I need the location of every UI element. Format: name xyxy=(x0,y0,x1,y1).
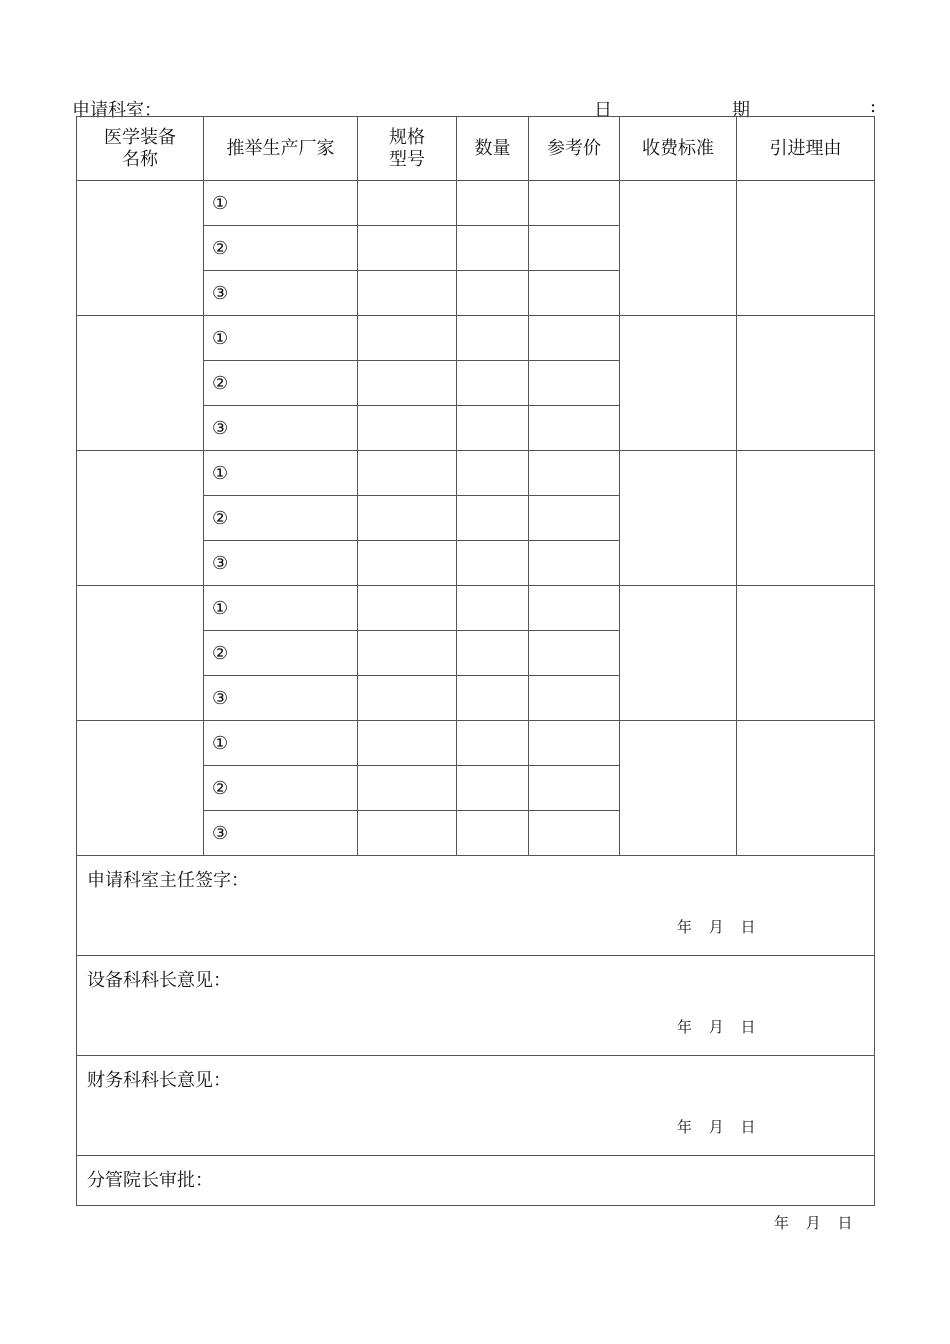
price-cell[interactable] xyxy=(529,721,620,766)
approval-cell-equipment-head[interactable] xyxy=(77,956,875,1056)
reason-cell[interactable] xyxy=(737,586,875,721)
approval-label-vice-president: 分管院长审批： xyxy=(87,1170,213,1191)
manufacturer-cell[interactable]: ① xyxy=(204,316,358,361)
price-cell[interactable] xyxy=(529,181,620,226)
reason-cell[interactable] xyxy=(737,181,875,316)
spec-cell[interactable] xyxy=(358,721,457,766)
col-header-spec-line1: 规格 xyxy=(389,126,425,148)
price-cell[interactable] xyxy=(529,766,620,811)
quantity-cell[interactable] xyxy=(457,721,529,766)
col-header-fee-standard: 收费标准 xyxy=(620,117,737,181)
approval-date-equipment-head: 年 月 日 xyxy=(677,1018,762,1036)
spec-cell[interactable] xyxy=(358,631,457,676)
quantity-cell[interactable] xyxy=(457,811,529,856)
col-header-equipment-name-line2: 名称 xyxy=(122,148,158,170)
reason-cell[interactable] xyxy=(737,316,875,451)
price-cell[interactable] xyxy=(529,451,620,496)
approval-cell-dept-head[interactable] xyxy=(77,856,875,956)
dept-label: 申请科室： xyxy=(72,100,162,121)
price-cell[interactable] xyxy=(529,541,620,586)
manufacturer-cell[interactable]: ① xyxy=(204,181,358,226)
price-cell[interactable] xyxy=(529,496,620,541)
manufacturer-cell[interactable]: ③ xyxy=(204,406,358,451)
spec-cell[interactable] xyxy=(358,766,457,811)
spec-cell[interactable] xyxy=(358,181,457,226)
fee-standard-cell[interactable] xyxy=(620,316,737,451)
col-header-equipment-name-line1: 医学装备 xyxy=(104,126,176,148)
reason-cell[interactable] xyxy=(737,451,875,586)
quantity-cell[interactable] xyxy=(457,361,529,406)
quantity-cell[interactable] xyxy=(457,271,529,316)
table-row xyxy=(77,721,875,766)
approval-row-equipment-head xyxy=(77,956,875,1056)
approval-date-finance-head: 年 月 日 xyxy=(677,1118,762,1136)
quantity-cell[interactable] xyxy=(457,586,529,631)
col-header-spec-model xyxy=(358,117,457,181)
manufacturer-cell[interactable]: ③ xyxy=(204,811,358,856)
spec-cell[interactable] xyxy=(358,451,457,496)
approval-cell-finance-head[interactable] xyxy=(77,1056,875,1156)
approval-row-vice-president xyxy=(77,1156,875,1206)
col-header-reason: 引进理由 xyxy=(737,117,875,181)
spec-cell[interactable] xyxy=(358,361,457,406)
approval-date-vice-president: 年 月 日 xyxy=(774,1214,859,1232)
price-cell[interactable] xyxy=(529,406,620,451)
price-cell[interactable] xyxy=(529,811,620,856)
fee-standard-cell[interactable] xyxy=(620,721,737,856)
equipment-name-cell[interactable] xyxy=(77,316,204,451)
approval-label-equipment-head: 设备科科长意见： xyxy=(87,970,231,991)
spec-cell[interactable] xyxy=(358,586,457,631)
spec-cell[interactable] xyxy=(358,541,457,586)
quantity-cell[interactable] xyxy=(457,766,529,811)
fee-standard-cell[interactable] xyxy=(620,451,737,586)
approval-label-finance-head: 财务科科长意见： xyxy=(87,1070,231,1091)
quantity-cell[interactable] xyxy=(457,181,529,226)
manufacturer-cell[interactable]: ② xyxy=(204,361,358,406)
quantity-cell[interactable] xyxy=(457,451,529,496)
table-row xyxy=(77,451,875,496)
manufacturer-cell[interactable]: ② xyxy=(204,226,358,271)
approval-cell-vice-president[interactable] xyxy=(77,1156,875,1206)
table-row xyxy=(77,181,875,226)
manufacturer-cell[interactable]: ② xyxy=(204,631,358,676)
manufacturer-cell[interactable]: ③ xyxy=(204,271,358,316)
quantity-cell[interactable] xyxy=(457,496,529,541)
spec-cell[interactable] xyxy=(358,406,457,451)
reason-cell[interactable] xyxy=(737,721,875,856)
equipment-name-cell[interactable] xyxy=(77,451,204,586)
fee-standard-cell[interactable] xyxy=(620,181,737,316)
equipment-name-cell[interactable] xyxy=(77,586,204,721)
quantity-cell[interactable] xyxy=(457,631,529,676)
spec-cell[interactable] xyxy=(358,316,457,361)
quantity-cell[interactable] xyxy=(457,541,529,586)
price-cell[interactable] xyxy=(529,226,620,271)
approval-date-dept-head: 年 月 日 xyxy=(677,918,762,936)
manufacturer-cell[interactable]: ① xyxy=(204,451,358,496)
manufacturer-cell[interactable]: ② xyxy=(204,496,358,541)
spec-cell[interactable] xyxy=(358,676,457,721)
price-cell[interactable] xyxy=(529,361,620,406)
table-row xyxy=(77,586,875,631)
quantity-cell[interactable] xyxy=(457,226,529,271)
price-cell[interactable] xyxy=(529,271,620,316)
price-cell[interactable] xyxy=(529,586,620,631)
approval-label-dept-head: 申请科室主任签字： xyxy=(87,870,249,891)
quantity-cell[interactable] xyxy=(457,676,529,721)
equipment-name-cell[interactable] xyxy=(77,181,204,316)
date-label-char2: 期 xyxy=(732,100,750,121)
price-cell[interactable] xyxy=(529,676,620,721)
col-header-ref-price: 参考价 xyxy=(529,117,620,181)
quantity-cell[interactable] xyxy=(457,406,529,451)
price-cell[interactable] xyxy=(529,316,620,361)
manufacturer-cell[interactable]: ③ xyxy=(204,676,358,721)
equipment-request-table xyxy=(76,116,875,1206)
col-header-quantity: 数量 xyxy=(457,117,529,181)
spec-cell[interactable] xyxy=(358,811,457,856)
col-header-spec-line2: 型号 xyxy=(389,148,425,170)
approval-row-dept-head xyxy=(77,856,875,956)
manufacturer-cell[interactable]: ② xyxy=(204,766,358,811)
manufacturer-cell[interactable]: ① xyxy=(204,721,358,766)
spec-cell[interactable] xyxy=(358,271,457,316)
date-label-colon: : xyxy=(870,96,877,117)
date-label-char1: 日 xyxy=(594,100,612,121)
spec-cell[interactable] xyxy=(358,496,457,541)
price-cell[interactable] xyxy=(529,631,620,676)
col-header-manufacturer: 推举生产厂家 xyxy=(204,117,358,181)
approval-row-finance-head xyxy=(77,1056,875,1156)
table-row xyxy=(77,316,875,361)
manufacturer-cell[interactable]: ③ xyxy=(204,541,358,586)
manufacturer-cell[interactable]: ① xyxy=(204,586,358,631)
table-header-row xyxy=(77,117,875,181)
quantity-cell[interactable] xyxy=(457,316,529,361)
fee-standard-cell[interactable] xyxy=(620,586,737,721)
col-header-equipment-name xyxy=(77,117,204,181)
spec-cell[interactable] xyxy=(358,226,457,271)
equipment-name-cell[interactable] xyxy=(77,721,204,856)
